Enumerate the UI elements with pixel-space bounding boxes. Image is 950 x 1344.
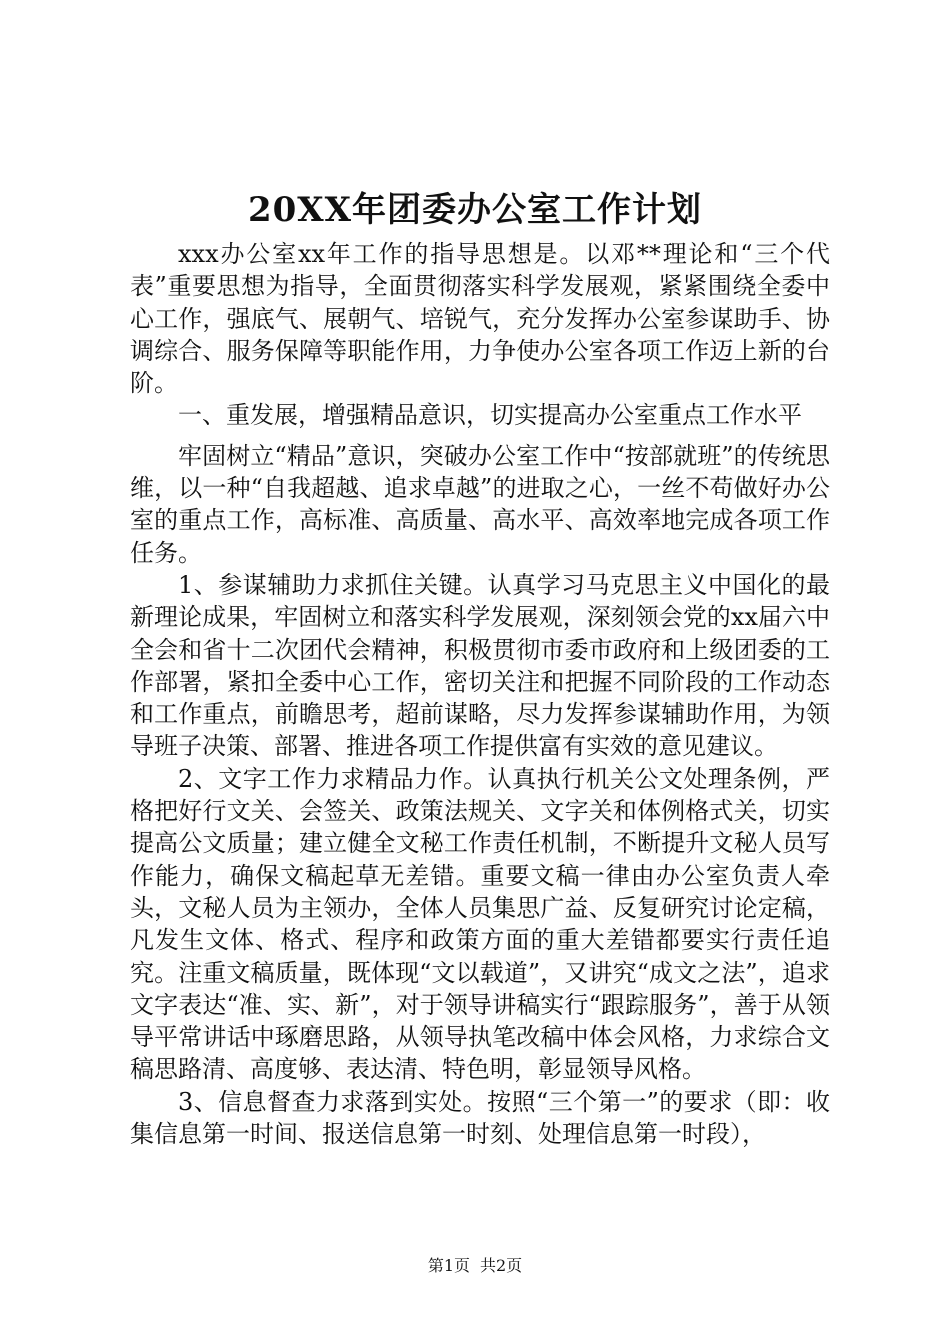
paragraph-item-1: 1、参谋辅助力求抓住关键。认真学习马克思主义中国化的最新理论成果，牢固树立和落实科学发展观，深刻领会党的xx届六中全会和省十二次团代会精神，积极贯彻市委市政府和上级团委的工作部署，紧扣全委中心工作，密切关注和把握不同阶段的工作动态和工作重点，前瞻思考，超前谋略，尽力发挥参谋辅助作用，为领导班子决策、部署、推进各项工作提供富有实效的意见建议。	[130, 570, 830, 761]
paragraph-item-3: 3、信息督查力求落到实处。按照“三个第一”的要求（即：收集信息第一时间、报送信息第一时刻、处理信息第一时段），	[130, 1087, 830, 1149]
paragraph-guiding-principle: xxx办公室xx年工作的指导思想是。以邓**理论和“三个代表”重要思想为指导，全面贯彻落实科学发展观，紧紧围绕全委中心工作，强底气、展朝气、培锐气，充分发挥办公室参谋助手、协调综合、服务保障等职能作用，力争使办公室各项工作迈上新的台阶。	[130, 240, 830, 398]
document-title: 20XX年团委办公室工作计划	[247, 190, 703, 230]
page-number: 第1页	[427, 1256, 470, 1275]
paragraph-quality-awareness: 牢固树立“精品”意识，突破办公室工作中“按部就班”的传统思维，以一种“自我超越、追求卓越”的进取之心，一丝不苟做好办公室的重点工作，高标准、高质量、高水平、高效率地完成各项工作任务。	[130, 441, 830, 567]
page-total: 共2页	[480, 1256, 523, 1275]
section-heading-one: 一、重发展，增强精品意识，切实提高办公室重点工作水平	[178, 401, 802, 430]
page-footer	[0, 1255, 950, 1277]
paragraph-item-2: 2、文字工作力求精品力作。认真执行机关公文处理条例，严格把好行文关、会签关、政策法规关、文字关和体例格式关，切实提高公文质量；建立健全文秘工作责任机制，不断提升文秘人员写作能力，确保文稿起草无差错。重要文稿一律由办公室负责人牵头，文秘人员为主领办，全体人员集思广益、反复研究讨论定稿，凡发生文体、格式、程序和政策方面的重大差错都要实行责任追究。注重文稿质量，既体现“文以载道”，又讲究“成文之法”，追求文字表达“准、实、新”，对于领导讲稿实行“跟踪服务”，善于从领导平常讲话中琢磨思路，从领导执笔改稿中体会风格，力求综合文稿思路清、高度够、表达清、特色明，彰显领导风格。	[130, 764, 830, 1084]
document-body	[130, 238, 830, 1150]
